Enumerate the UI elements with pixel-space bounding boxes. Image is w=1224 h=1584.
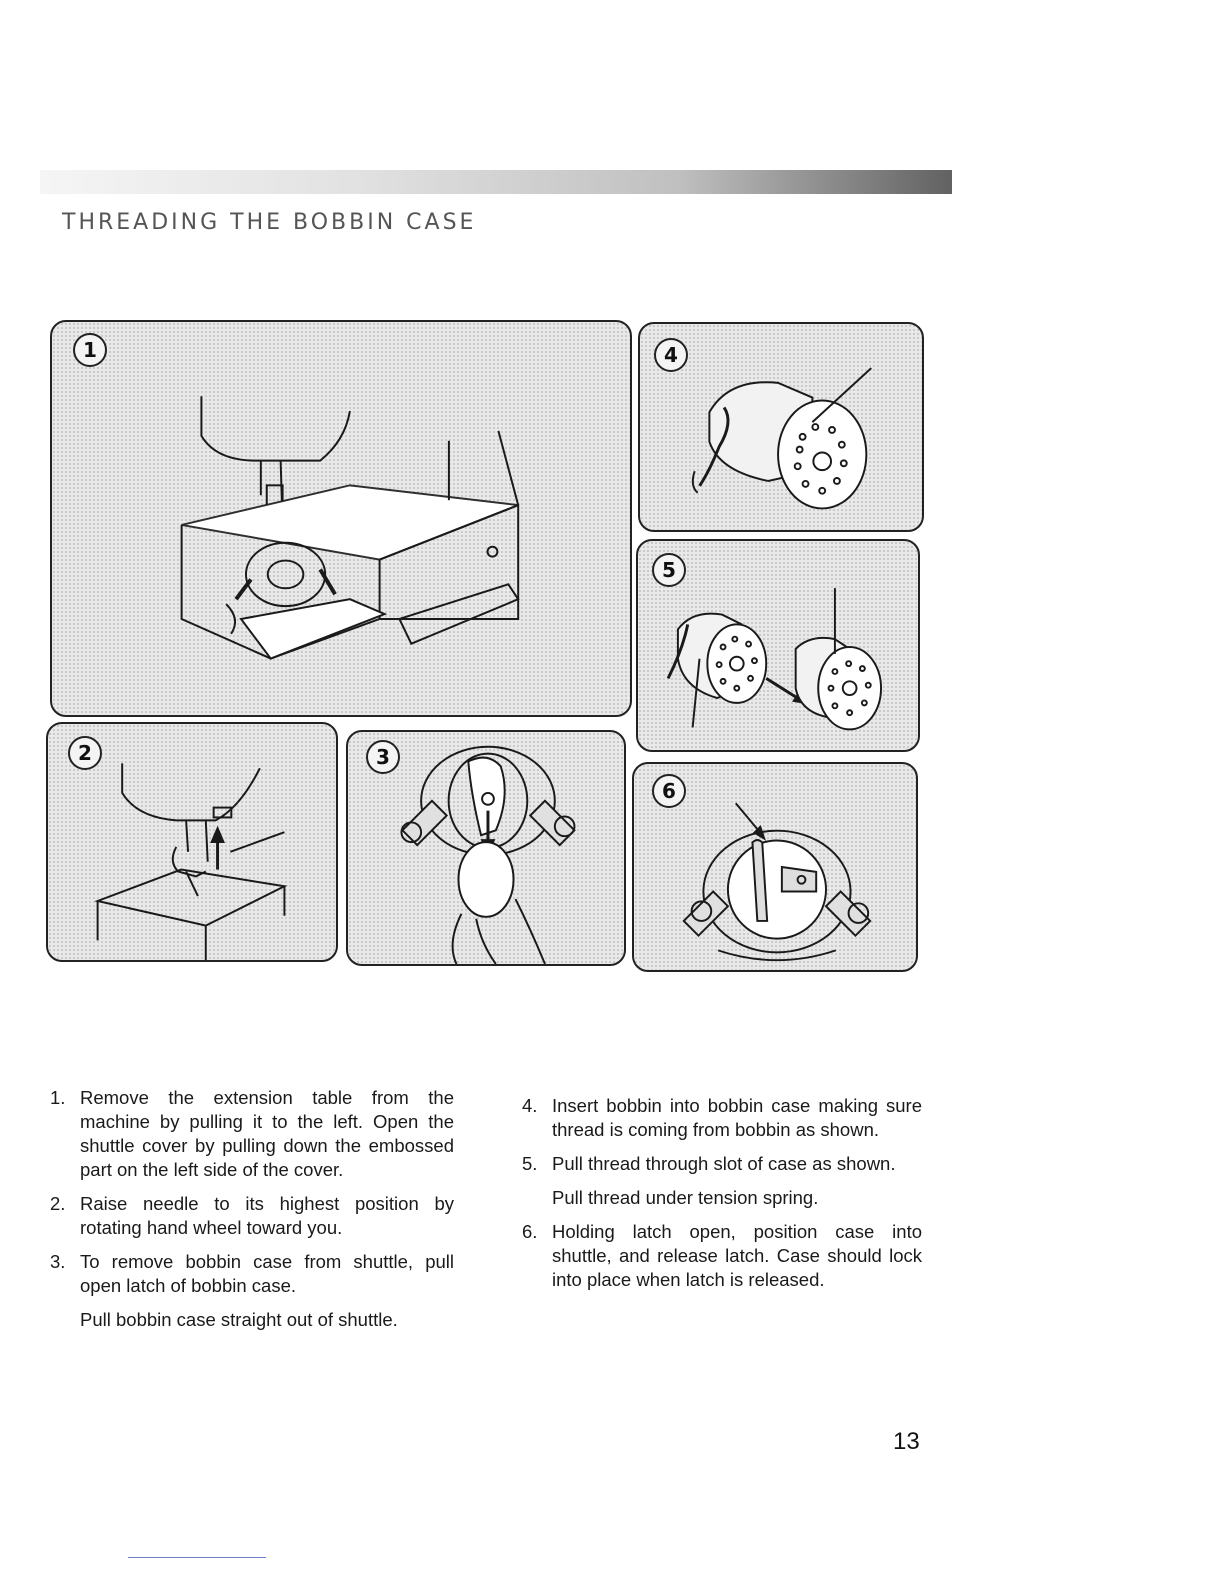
figure-3-panel [346, 730, 626, 966]
step-4 [522, 1094, 922, 1142]
figure-4-number: 4 [654, 338, 688, 372]
header-band [40, 170, 952, 194]
figure-1-illustration [52, 322, 630, 715]
step-1 [50, 1086, 454, 1182]
figure-5-number: 5 [652, 553, 686, 587]
page-number: 13 [893, 1428, 920, 1455]
step-3 [50, 1250, 454, 1298]
figure-2-panel [46, 722, 338, 962]
step-5-text: Pull thread through slot of case as shown. [552, 1153, 896, 1174]
figure-1-panel [50, 320, 632, 717]
step-4-number: 4. [522, 1095, 538, 1116]
step-6 [522, 1220, 922, 1292]
step-4-text: Insert bobbin into bobbin case making sure thread is coming from bobbin as shown. [552, 1095, 922, 1140]
instructions-right-column [522, 1094, 922, 1302]
step-2-text: Raise needle to its highest position by rotating hand wheel toward you. [80, 1193, 454, 1238]
figure-5-panel [636, 539, 920, 752]
step-3-note: Pull bobbin case straight out of shuttle. [80, 1309, 398, 1330]
figure-6-panel [632, 762, 918, 972]
page-title: THREADING THE BOBBIN CASE [62, 210, 477, 235]
step-5-note: Pull thread under tension spring. [552, 1187, 819, 1208]
step-6-text: Holding latch open, position case into shuttle, and release latch. Case should lock into place when latch is released. [552, 1221, 922, 1290]
figure-1-number: 1 [73, 333, 107, 367]
figure-3-number: 3 [366, 740, 400, 774]
step-2-number: 2. [50, 1193, 66, 1214]
figure-2-number: 2 [68, 736, 102, 770]
step-3-number: 3. [50, 1251, 66, 1272]
step-6-number: 6. [522, 1221, 538, 1242]
footer-line [128, 1557, 266, 1558]
figure-6-number: 6 [652, 774, 686, 808]
figure-4-panel [638, 322, 924, 532]
step-5-number: 5. [522, 1153, 538, 1174]
step-1-text: Remove the extension table from the machine by pulling it to the left. Open the shuttle cover by pulling down the embossed part on the left side of the cover. [80, 1087, 454, 1180]
step-5 [522, 1152, 922, 1176]
step-1-number: 1. [50, 1087, 66, 1108]
step-3-text: To remove bobbin case from shuttle, pull open latch of bobbin case. [80, 1251, 454, 1296]
instructions-left-column [50, 1086, 454, 1342]
step-2 [50, 1192, 454, 1240]
